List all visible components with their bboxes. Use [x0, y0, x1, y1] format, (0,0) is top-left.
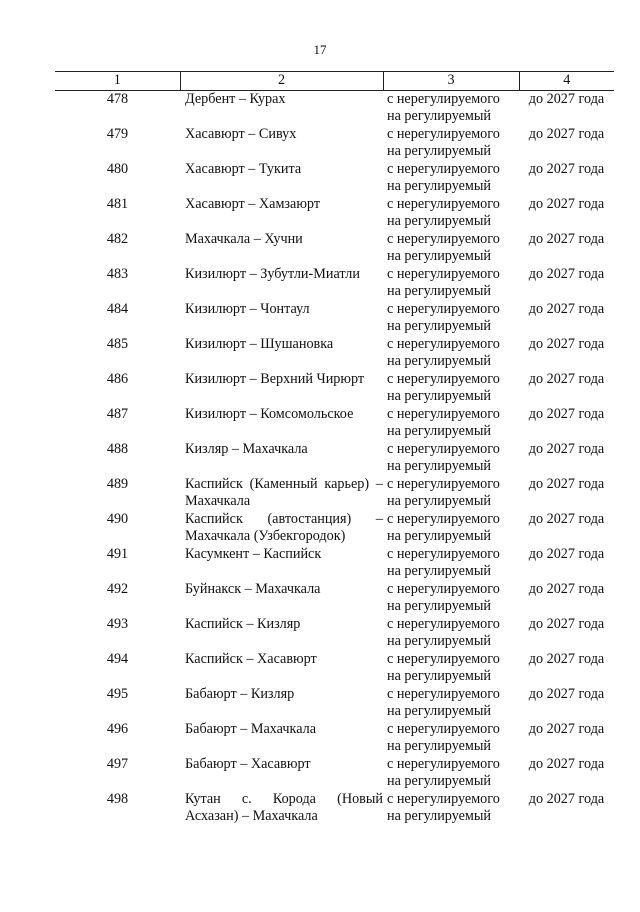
regulation-change	[383, 686, 519, 721]
table-row	[55, 546, 614, 581]
regulation-change-line: на регулируемый	[387, 178, 492, 194]
deadline: до 2027 года	[528, 300, 605, 317]
regulation-change-line: с нерегулируемого	[387, 90, 500, 107]
regulation-change	[383, 581, 519, 616]
regulation-change-line: на регулируемый	[387, 493, 492, 509]
regulation-change	[383, 791, 519, 826]
regulation-change-line: с нерегулируемого	[387, 720, 500, 737]
table-row	[55, 266, 614, 301]
route-name: Бабаюрт – Хасавюрт	[185, 755, 311, 772]
regulation-change-line: на регулируемый	[387, 738, 492, 754]
regulation-change-line: с нерегулируемого	[387, 615, 500, 632]
table-body	[55, 90, 614, 826]
route-name: Кизилюрт – Верхний Чирюрт	[185, 370, 365, 387]
regulation-change	[383, 371, 519, 406]
regulation-change-line: с нерегулируемого	[387, 195, 500, 212]
table-row	[55, 406, 614, 441]
deadline: до 2027 года	[528, 510, 605, 527]
table-row	[55, 686, 614, 721]
regulation-change-line: на регулируемый	[387, 353, 492, 369]
regulation-change-line: на регулируемый	[387, 213, 492, 229]
row-number: 498	[106, 790, 129, 807]
regulation-change-line: с нерегулируемого	[387, 580, 500, 597]
row-number: 486	[106, 370, 129, 387]
row-number: 491	[106, 545, 129, 562]
regulation-change	[383, 161, 519, 196]
deadline: до 2027 года	[528, 370, 605, 387]
deadline: до 2027 года	[528, 90, 605, 107]
deadline: до 2027 года	[528, 125, 605, 142]
regulation-change	[383, 231, 519, 266]
regulation-change	[383, 336, 519, 371]
deadline: до 2027 года	[528, 230, 605, 247]
header-col-1: 1	[55, 72, 180, 91]
regulation-change-line: на регулируемый	[387, 143, 492, 159]
route-name: Кизилюрт – Чонтаул	[185, 300, 310, 317]
row-number: 497	[106, 755, 129, 772]
header-col-2: 2	[180, 72, 383, 91]
route-name: Кутан с. Корода (Новый Асхазан) – Махачкала	[185, 790, 383, 824]
row-number: 479	[106, 125, 129, 142]
table-row	[55, 476, 614, 511]
table-row	[55, 371, 614, 406]
regulation-change-line: на регулируемый	[387, 703, 492, 719]
row-number: 487	[106, 405, 129, 422]
deadline: до 2027 года	[528, 650, 605, 667]
route-name: Бабаюрт – Махачкала	[185, 720, 317, 737]
regulation-change-line: с нерегулируемого	[387, 440, 500, 457]
table-row	[55, 90, 614, 126]
deadline: до 2027 года	[528, 475, 605, 492]
table-row	[55, 231, 614, 266]
deadline: до 2027 года	[528, 440, 605, 457]
table-row	[55, 511, 614, 546]
route-name: Буйнакск – Махачкала	[185, 580, 321, 597]
regulation-change-line: с нерегулируемого	[387, 230, 500, 247]
regulation-change-line: с нерегулируемого	[387, 405, 500, 422]
row-number: 488	[106, 440, 129, 457]
regulation-change-line: с нерегулируемого	[387, 685, 500, 702]
regulation-change-line: на регулируемый	[387, 388, 492, 404]
route-name: Касумкент – Каспийск	[185, 545, 322, 562]
route-name: Каспийск – Хасавюрт	[185, 650, 317, 667]
row-number: 485	[106, 335, 129, 352]
deadline: до 2027 года	[528, 580, 605, 597]
regulation-change-line: с нерегулируемого	[387, 475, 500, 492]
regulation-change-line: на регулируемый	[387, 458, 492, 474]
row-number: 481	[106, 195, 129, 212]
deadline: до 2027 года	[528, 335, 605, 352]
regulation-change-line: на регулируемый	[387, 668, 492, 684]
table-row	[55, 301, 614, 336]
row-number: 483	[106, 265, 129, 282]
table-row	[55, 651, 614, 686]
table-row	[55, 791, 614, 826]
regulation-change-line: на регулируемый	[387, 633, 492, 649]
table-row	[55, 336, 614, 371]
page-number: 17	[313, 42, 327, 57]
regulation-change-line: на регулируемый	[387, 108, 492, 124]
regulation-change-line: на регулируемый	[387, 248, 492, 264]
deadline: до 2027 года	[528, 615, 605, 632]
regulation-change	[383, 546, 519, 581]
regulation-change-line: с нерегулируемого	[387, 300, 500, 317]
deadline: до 2027 года	[528, 755, 605, 772]
regulation-change-line: на регулируемый	[387, 598, 492, 614]
deadline: до 2027 года	[528, 685, 605, 702]
route-name: Хасавюрт – Тукита	[185, 160, 302, 177]
table-row	[55, 441, 614, 476]
row-number: 478	[106, 90, 129, 107]
table-row	[55, 616, 614, 651]
regulation-change-line: с нерегулируемого	[387, 545, 500, 562]
regulation-change-line: на регулируемый	[387, 528, 492, 544]
regulation-change	[383, 756, 519, 791]
table-header	[55, 72, 614, 91]
header-row	[55, 72, 614, 91]
regulation-change-line: с нерегулируемого	[387, 125, 500, 142]
row-number: 482	[106, 230, 129, 247]
route-name: Дербент – Курах	[185, 90, 286, 107]
row-number: 484	[106, 300, 129, 317]
regulation-change-line: на регулируемый	[387, 283, 492, 299]
row-number: 480	[106, 160, 129, 177]
table-row	[55, 721, 614, 756]
row-number: 495	[106, 685, 129, 702]
regulation-change-line: на регулируемый	[387, 318, 492, 334]
route-name: Кизилюрт – Комсомольское	[185, 405, 354, 422]
deadline: до 2027 года	[528, 720, 605, 737]
regulation-change	[383, 266, 519, 301]
regulation-change	[383, 126, 519, 161]
regulation-change-line: с нерегулируемого	[387, 265, 500, 282]
regulation-change-line: с нерегулируемого	[387, 335, 500, 352]
routes-table	[55, 71, 614, 826]
regulation-change-line: на регулируемый	[387, 423, 492, 439]
regulation-change	[383, 196, 519, 231]
deadline: до 2027 года	[528, 545, 605, 562]
regulation-change-line: на регулируемый	[387, 808, 492, 824]
regulation-change-line: на регулируемый	[387, 773, 492, 789]
table-row	[55, 581, 614, 616]
row-number: 494	[106, 650, 129, 667]
row-number: 492	[106, 580, 129, 597]
table-row	[55, 756, 614, 791]
regulation-change	[383, 651, 519, 686]
regulation-change	[383, 476, 519, 511]
regulation-change	[383, 406, 519, 441]
deadline: до 2027 года	[528, 405, 605, 422]
table-row	[55, 196, 614, 231]
regulation-change-line: на регулируемый	[387, 563, 492, 579]
regulation-change	[383, 721, 519, 756]
regulation-change-line: с нерегулируемого	[387, 510, 500, 527]
deadline: до 2027 года	[528, 160, 605, 177]
route-name: Кизляр – Махачкала	[185, 440, 308, 457]
header-col-4: 4	[519, 72, 614, 91]
route-name: Каспийск (Каменный карьер) – Махачкала	[185, 475, 383, 509]
route-name: Каспийск – Кизляр	[185, 615, 301, 632]
route-name: Хасавюрт – Сивух	[185, 125, 297, 142]
regulation-change-line: с нерегулируемого	[387, 650, 500, 667]
row-number: 496	[106, 720, 129, 737]
deadline: до 2027 года	[528, 790, 605, 807]
route-name: Хасавюрт – Хамзаюрт	[185, 195, 321, 212]
regulation-change	[383, 90, 519, 126]
deadline: до 2027 года	[528, 265, 605, 282]
route-name: Каспийск (автостанция) – Махачкала (Узбекгородок)	[185, 510, 383, 544]
row-number: 493	[106, 615, 129, 632]
table-row	[55, 126, 614, 161]
route-name: Бабаюрт – Кизляр	[185, 685, 295, 702]
deadline: до 2027 года	[528, 195, 605, 212]
header-col-3: 3	[383, 72, 519, 91]
route-name: Махачкала – Хучни	[185, 230, 303, 247]
row-number: 489	[106, 475, 129, 492]
regulation-change-line: с нерегулируемого	[387, 790, 500, 807]
table-row	[55, 161, 614, 196]
row-number: 490	[106, 510, 129, 527]
regulation-change-line: с нерегулируемого	[387, 755, 500, 772]
regulation-change	[383, 616, 519, 651]
regulation-change-line: с нерегулируемого	[387, 370, 500, 387]
regulation-change	[383, 301, 519, 336]
regulation-change	[383, 511, 519, 546]
route-name: Кизилюрт – Зубутли-Миатли	[185, 265, 360, 282]
regulation-change-line: с нерегулируемого	[387, 160, 500, 177]
route-name: Кизилюрт – Шушановка	[185, 335, 334, 352]
regulation-change	[383, 441, 519, 476]
